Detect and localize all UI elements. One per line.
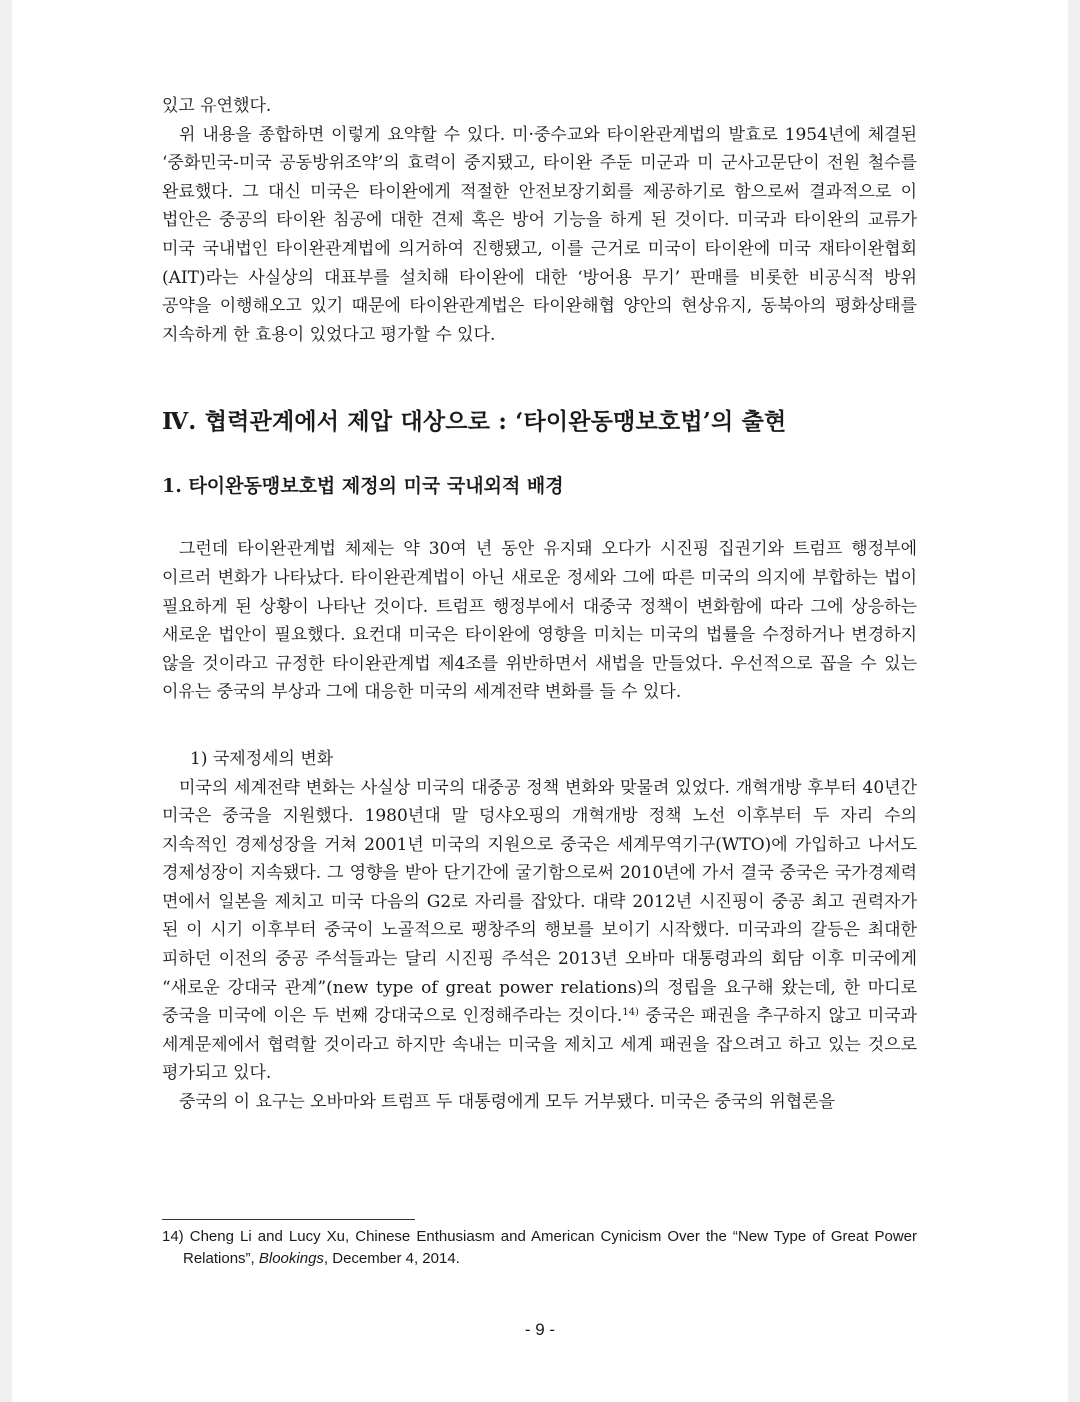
spacer xyxy=(162,707,917,745)
paragraph-continuation: 있고 유연했다. xyxy=(162,96,272,116)
paragraph-rejection: 중국의 이 요구는 오바마와 트럼프 두 대통령에게 모두 거부됐다. 미국은 중국의 위협론을 xyxy=(179,1092,836,1113)
section-heading: 1. 타이완동맹보호법 제정의 미국 국내외적 배경 xyxy=(162,475,564,498)
chapter-heading: Ⅳ. 협력관계에서 제압 대상으로 : ‘타이완동맹보호법’의 출현 xyxy=(162,408,787,436)
footnote-divider xyxy=(162,1219,415,1220)
footnote-number: 14) xyxy=(162,1228,184,1245)
footnote xyxy=(162,1226,917,1270)
page-number: - 9 - xyxy=(524,1320,556,1339)
sub-heading: 1) 국제정세의 변화 xyxy=(190,748,334,769)
spacer xyxy=(162,501,917,535)
footnote-entry xyxy=(162,1226,917,1270)
footnote-reference[interactable]: 14) xyxy=(622,1007,639,1019)
paragraph-text: 중국은 패권을 추구하지 않고 미국과 세계문제에서 협력할 것이라고 하지만 속내는 미국을 제치고 세계 패권을 잡으려고 하고 있는 것으로 평가되고 있다. xyxy=(162,1006,917,1084)
paragraph-summary: 위 내용을 종합하면 이렇게 요약할 수 있다. 미·중수교와 타이완관계법의 발효로 1954년에 체결된 ‘중화민국-미국 공동방위조약’의 효력이 중지됐고, 타이완 주둔 미군과 미 군사고문단이 전원 철수를 완료했다. 그 대신 미국은 타이완에게 적절한 안전보장기회를 제공하기로 함으로써 결과적으로 이 법안은 중공의 타이완 침공에 대한 견제 혹은 방어 기능을 하게 된 것이다. 미국과 타이완의 교류가 미국 국내법인 타이완관계법에 의거하여 진행됐고, 이를 근거로 미국이 타이완에 미국 재타이완협회(AIT)라는 사실상의 대표부를 설치해 타이완에 대한 ‘방어용 무기’ 판매를 비롯한 비공식적 방위 공약을 이행해오고 있기 때문에 타이완관계법은 타이완해협 양안의 현상유지, 동북아의 평화상태를 지속하게 한 효용이 있었다고 평가할 수 있다. xyxy=(162,124,917,345)
footnote-date: , December 4, 2014. xyxy=(323,1250,460,1267)
footnote-publication: Blookings xyxy=(258,1250,324,1267)
paragraph-section-intro: 그런데 타이완관계법 체제는 약 30여 년 동안 유지돼 오다가 시진핑 집권기와 트럼프 행정부에 이르러 변화가 나타났다. 타이완관계법이 아닌 새로운 정세와 그에 따른 미국의 의지에 부합하는 법이 필요하게 된 상황이 나타난 것이다. 트럼프 행정부에서 대중국 정책이 변화함에 따라 그에 상응하는 새로운 법안이 필요했다. 요컨대 미국은 타이완에 영향을 미치는 미국의 법률을 수정하거나 변경하지 않을 것이라고 규정한 타이완관계법 제4조를 위반하면서 새법을 만들었다. 우선적으로 꼽을 수 있는 이유는 중국의 부상과 그에 대응한 미국의 세계전략 변화를 들 수 있다. xyxy=(162,539,917,703)
document-page xyxy=(12,0,1068,1402)
paragraph-world-strategy xyxy=(162,774,917,1089)
page-body xyxy=(162,92,917,1117)
footnote-citation: Cheng Li and Lucy Xu, Chinese Enthusiasm and American Cynicism Over the “New Type of Great Power Relations”, xyxy=(183,1228,917,1267)
paragraph-text: 미국의 세계전략 변화는 사실상 미국의 대중공 정책 변화와 맞물려 있었다. 개혁개방 후부터 40년간 미국은 중국을 지원했다. 1980년대 말 덩샤오핑의 개혁개방 정책 노선 이후부터 두 자리 수의 지속적인 경제성장을 거쳐 2001년 미국의 지원으로 중국은 세계무역기구(WTO)에 가입하고 나서도 경제성장이 지속됐다. 그 영향을 받아 단기간에 굴기함으로써 2010년에 가서 결국 중국은 국가경제력 면에서 일본을 제치고 미국 다음의 G2로 자리를 잡았다. 대략 2012년 시진핑이 중공 최고 권력자가 된 이 시기 이후부터 중국이 노골적으로 팽창주의 행보를 보이기 시작했다. 미국과의 갈등은 최대한 피하던 이전의 중공 주석들과는 달리 시진핑 주석은 2013년 오바마 대통령과의 회담 이후 미국에게 “새로운 강대국 관계”(new type of great power relations)의 정립을 요구해 왔는데, 한 마디로 중국을 미국에 이은 두 번째 강대국으로 인정해주라는 것이다. xyxy=(162,777,917,1027)
